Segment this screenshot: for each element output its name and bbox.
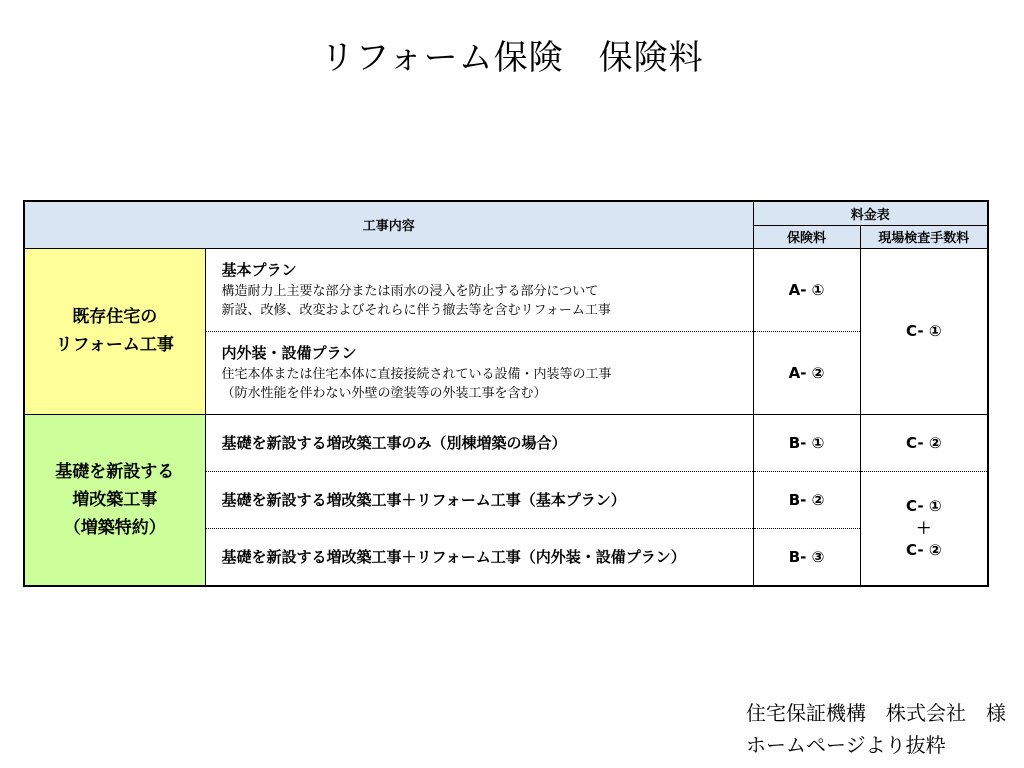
fee-table <box>23 200 989 587</box>
header-content: 工事内容 <box>24 201 753 248</box>
basic-plan-title: 基本プラン <box>221 261 297 279</box>
source-credit <box>746 697 1006 761</box>
category-existing-reform: 既存住宅の リフォーム工事 <box>24 248 205 414</box>
premium-b3: B- ③ <box>753 528 860 586</box>
interior-plan-desc: 住宅本体または住宅本体に直接接続されている設備・内装等の工事 （防水性能を伴わない外壁の塗装等の外装工事を含む） <box>221 367 612 401</box>
header-fee-table: 料金表 <box>753 201 988 225</box>
content-interior-plan <box>205 331 753 414</box>
premium-a2: A- ② <box>753 331 860 414</box>
inspection-c1: C- ① <box>860 248 988 414</box>
header-premium: 保険料 <box>753 225 860 248</box>
page-title: リフォーム保険 保険料 <box>320 38 704 78</box>
basic-plan-desc: 構造耐力上主要な部分または雨水の浸入を防止する部分について 新設、改修、改変およびそれらに伴う撤去等を含むリフォーム工事 <box>221 284 611 318</box>
source-line-1: 住宅保証機構 株式会社 様 <box>746 701 1006 725</box>
premium-b2: B- ② <box>753 471 860 528</box>
content-basic-plan <box>205 248 753 331</box>
premium-b1: B- ① <box>753 414 860 471</box>
content-extension-interior: 基礎を新設する増改築工事＋リフォーム工事（内外装・設備プラン） <box>205 528 753 586</box>
interior-plan-title: 内外装・設備プラン <box>221 344 357 362</box>
inspection-c1-plus-c2: C- ① ＋ C- ② <box>860 471 988 586</box>
source-line-2: ホームページより抜粋 <box>746 733 946 757</box>
header-inspection-fee: 現場検査手数料 <box>860 225 988 248</box>
inspection-c2: C- ② <box>860 414 988 471</box>
content-extension-only: 基礎を新設する増改築工事のみ（別棟増築の場合） <box>205 414 753 471</box>
category-new-foundation: 基礎を新設する 増改築工事 （増築特約） <box>24 414 205 586</box>
content-extension-basic: 基礎を新設する増改築工事＋リフォーム工事（基本プラン） <box>205 471 753 528</box>
premium-a1: A- ① <box>753 248 860 331</box>
